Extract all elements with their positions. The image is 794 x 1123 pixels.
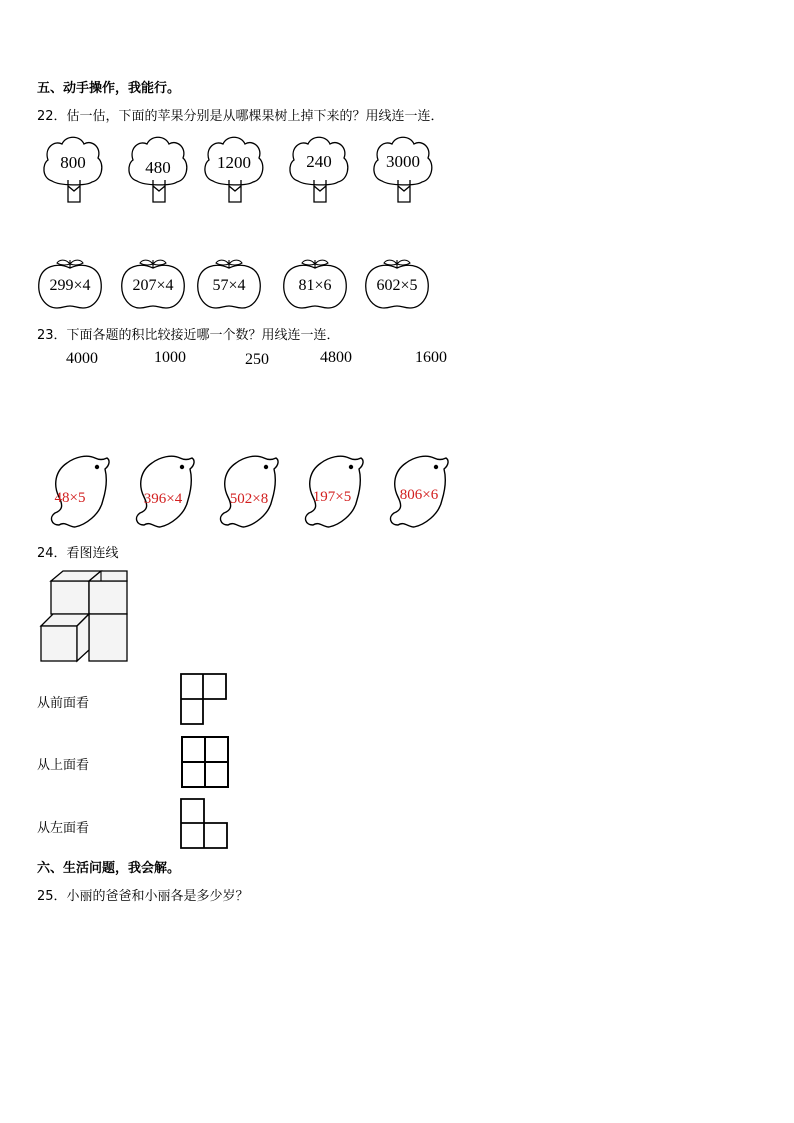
bird-1 [45, 455, 115, 530]
tree-4 [288, 136, 350, 206]
view-label-top: 从上面看 [37, 758, 90, 773]
apple-expression: 81×6 [298, 277, 332, 294]
bird-5 [384, 455, 454, 530]
tree-2 [127, 136, 189, 206]
view-label-left: 从左面看 [37, 821, 90, 836]
bird-2 [130, 455, 200, 530]
bird-4 [299, 455, 369, 530]
tree-3 [203, 136, 265, 206]
bird-expression: 197×5 [312, 489, 352, 505]
apple-3 [196, 258, 262, 310]
view-left-grid [179, 797, 231, 853]
left-view-shape-icon [179, 797, 231, 853]
target-number: 1000 [154, 349, 186, 366]
bird-expression: 806×6 [399, 487, 439, 503]
tree-value: 3000 [386, 152, 420, 171]
target-number: 4800 [320, 349, 352, 366]
tree-value: 800 [60, 153, 86, 172]
cube-stack-icon [38, 568, 130, 664]
question-24-text: 24．看图连线 [37, 546, 119, 561]
question-23-text: 23．下面各题的积比较接近哪一个数？用线连一连． [37, 328, 340, 343]
tree-value: 240 [306, 152, 332, 171]
target-number: 4000 [66, 350, 98, 367]
apple-expression: 602×5 [376, 277, 418, 294]
bird-expression: 502×8 [229, 491, 269, 507]
apple-expression: 207×4 [132, 277, 174, 294]
tree-1 [42, 136, 104, 206]
apple-2 [120, 258, 186, 310]
apple-expression: 299×4 [49, 277, 91, 294]
apple-expression: 57×4 [212, 277, 246, 294]
question-25-text: 25．小丽的爸爸和小丽各是多少岁？ [37, 889, 249, 904]
top-view-shape-icon [180, 735, 232, 791]
section-6-title: 六、生活问题，我会解。 [37, 861, 181, 876]
target-number: 1600 [415, 349, 447, 366]
section-5-title: 五、动手操作，我能行。 [37, 81, 181, 96]
question-22-text: 22．估一估，下面的苹果分别是从哪棵果树上掉下来的？用线连一连． [37, 109, 444, 124]
bird-expression: 48×5 [54, 490, 86, 506]
bird-expression: 396×4 [143, 491, 183, 507]
tree-value: 480 [145, 158, 171, 177]
view-top-grid [180, 735, 232, 791]
cube-stack-figure [38, 568, 130, 664]
view-front-grid [179, 672, 229, 726]
view-label-front: 从前面看 [37, 696, 90, 711]
bird-3 [214, 455, 284, 530]
tree-value: 1200 [217, 153, 251, 172]
apple-1 [37, 258, 103, 310]
apple-4 [282, 258, 348, 310]
front-view-shape-icon [179, 672, 229, 726]
target-number: 250 [245, 351, 269, 368]
tree-5 [372, 136, 434, 206]
apple-5 [364, 258, 430, 310]
